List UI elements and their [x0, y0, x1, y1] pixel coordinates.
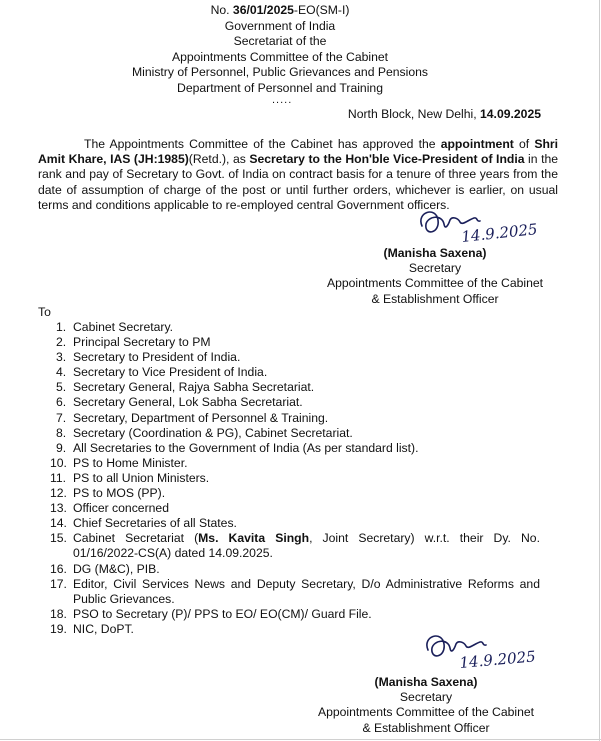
list-item: 11. PS to all Union Ministers.: [50, 470, 210, 485]
list-item: 18. PSO to Secretary (P)/ PPS to EO/ EO(CM)/ Guard File.: [50, 606, 372, 621]
signatory-office-2: & Establishment Officer: [362, 720, 490, 735]
list-item: 6. Secretary General, Lok Sabha Secretariat.: [56, 395, 303, 410]
signatory-office: Appointments Committee of the Cabinet: [326, 276, 544, 291]
signature-date-handwritten: 14.9.2025: [460, 220, 539, 246]
list-item: 4. Secretary to Vice President of India.: [56, 365, 268, 380]
list-item: 7. Secretary, Department of Personnel & Training.: [56, 410, 329, 425]
list-item: 10. PS to Home Minister.: [50, 455, 188, 470]
signatory-name: (Manisha Saxena): [383, 246, 487, 260]
signatory-office: Appointments Committee of the Cabinet: [317, 705, 535, 720]
reference-number: No. 36/01/2025-EO(SM-I): [210, 3, 350, 17]
signatory-block-1: [326, 246, 560, 307]
letterhead-ministry: Ministry of Personnel, Public Grievances and Pensions: [131, 65, 429, 79]
list-item: 2. Principal Secretary to PM: [56, 335, 211, 350]
signatory-designation: Secretary: [408, 261, 462, 276]
handwritten-signature-2: [420, 628, 570, 678]
signatory-block-2: [312, 675, 540, 736]
list-item: 5. Secretary General, Rajya Sabha Secretariat.: [56, 380, 315, 395]
page-edge-bottom: [0, 739, 601, 740]
signatory-designation: Secretary: [399, 690, 453, 705]
letterhead-department: Department of Personnel and Training: [177, 80, 383, 95]
order-paragraph: The Appointments Committee of the Cabinet has approved the appointment of Shri Amit Khare, IAS (JH:1985)(Retd.), as Secretary to the Hon'ble Vice-President of India in the rank and pay of Secretary to Govt. of India on contract basis for a tenure of three years from the date of assumption of charge of the post or until further orders, whichever is earlier, on usual terms and conditions applicable to re-employed central Government officers.: [38, 137, 559, 212]
signature-date-handwritten: 14.9.2025: [458, 647, 537, 672]
to-label: To: [38, 305, 51, 319]
list-item: 17. Editor, Civil Services News and Deputy Secretary, D/o Administrative Reforms and Public Grievances.: [50, 576, 540, 606]
signatory-office-2: & Establishment Officer: [371, 291, 499, 306]
list-item: 1. Cabinet Secretary.: [56, 320, 174, 334]
page-edge-right: [599, 0, 600, 741]
signatory-name: (Manisha Saxena): [374, 675, 478, 689]
list-item: 8. Secretary (Coordination & PG), Cabinet Secretariat.: [56, 425, 353, 440]
list-item: 14. Chief Secretaries of all States.: [50, 516, 237, 531]
separator-dots: .....: [272, 94, 293, 106]
distribution-list: [50, 320, 540, 637]
place-and-date: North Block, New Delhi, 14.09.2025: [347, 107, 541, 121]
list-item: 3. Secretary to President of India.: [56, 350, 241, 365]
list-item: 13. Officer concerned: [50, 501, 169, 516]
letterhead-government: Government of India: [224, 18, 336, 33]
list-item: 15. Cabinet Secretariat (Ms. Kavita Singh, Joint Secretary) w.r.t. their Dy. No. 01/16/2022-CS(A) dated 14.09.2025.: [50, 531, 540, 561]
list-item: 16. DG (M&C), PIB.: [50, 561, 160, 576]
letterhead-committee: Appointments Committee of the Cabinet: [171, 49, 389, 64]
list-item: 12. PS to MOS (PP).: [50, 486, 166, 501]
list-item: 9. All Secretaries to the Government of India (As per standard list).: [56, 440, 419, 455]
list-item: 19. NIC, DoPT.: [50, 621, 134, 636]
letterhead-secretariat: Secretariat of the: [233, 34, 327, 48]
letterhead: [130, 3, 430, 96]
